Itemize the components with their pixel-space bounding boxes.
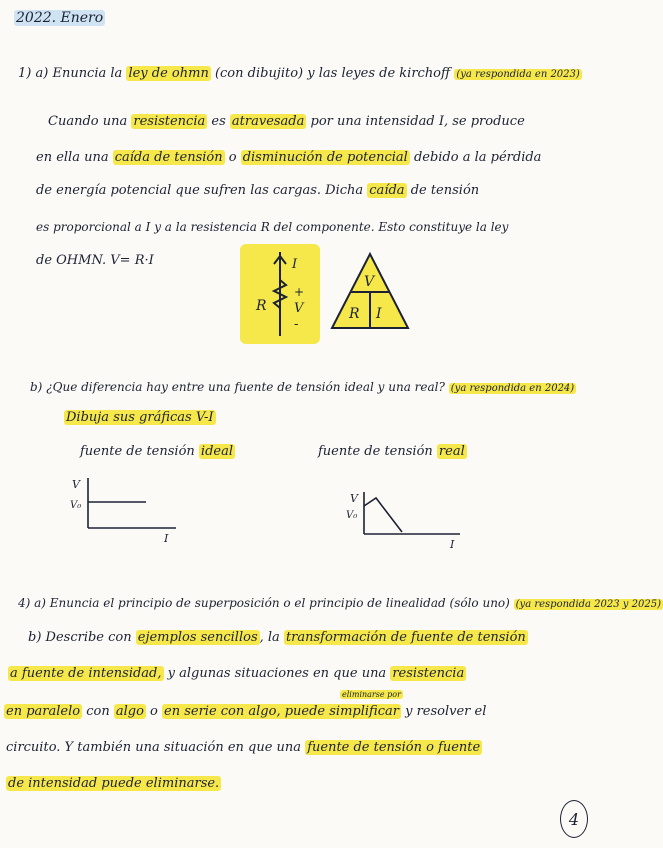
svg-text:I: I (164, 532, 169, 545)
q1a-text: Enuncia la (52, 66, 123, 81)
q1b-instruction: Dibuja sus gráficas V-I (66, 410, 214, 425)
q4a-question: 4) a) Enuncia el principio de superposición o el principio de linealidad (sólo uno) (ya respondida 2023 y 2025) (18, 596, 661, 610)
header-title: 2022. Enero (16, 10, 104, 26)
ohm-formula: V= R·I (110, 253, 154, 268)
q1-number: 1) (18, 66, 32, 81)
ideal-vi-graph (66, 474, 186, 544)
q1b-question: b) ¿Que diferencia hay entre una fuente de tensión ideal y una real? (ya respondida en 2024) (30, 380, 575, 394)
q4b-line-2: a fuente de intensidad, y algunas situaciones en que una resistencia (10, 666, 465, 681)
svg-text:V₀: V₀ (70, 500, 82, 511)
q1a-statement (18, 66, 582, 81)
q1a-label: a) (35, 66, 49, 81)
q1a-text2: (con dibujito) y las leyes de kirchoff (214, 66, 451, 81)
svg-text:I: I (450, 538, 455, 551)
real-source-label: fuente de tensión real (318, 444, 465, 459)
svg-text:V: V (350, 492, 358, 505)
q1a-note: (ya respondida en 2023) (456, 69, 580, 80)
real-line (364, 498, 402, 532)
q4b-line-4: circuito. Y también una situación en que una fuente de tensión o fuente (6, 740, 481, 755)
plus-sign: + (294, 285, 305, 299)
minus-sign: - (294, 317, 299, 332)
answer-line-4: es proporcional a I y a la resistencia R del componente. Esto constituye la ley (36, 220, 509, 234)
q4b-line-3: en paralelo con algo o en serie con algo, puede simplificar y resolver el (6, 704, 487, 719)
triangle-R: R (349, 306, 360, 322)
svg-text:V: V (72, 478, 80, 491)
resistance-label: R (256, 298, 267, 314)
triangle-V: V (364, 274, 375, 290)
ideal-source-label: fuente de tensión ideal (80, 444, 233, 459)
answer-line-5: de OHMN. V= R·I (36, 253, 154, 268)
ohm-law-diagram (236, 244, 412, 350)
svg-text:V₀: V₀ (346, 510, 358, 521)
q4b-line-5: de intensidad puede eliminarse. (8, 776, 220, 791)
answer-line-1: Cuando una resistencia es atravesada por una intensidad I, se produce (48, 114, 525, 129)
page-number: 4 (560, 800, 588, 838)
page-header (14, 10, 105, 26)
answer-line-2: en ella una caída de tensión o disminución de potencial debido a la pérdida (36, 150, 542, 165)
q1a-highlight: ley de ohmn (128, 66, 209, 81)
q4b-line-1: b) Describe con ejemplos sencillos , la transformación de fuente de tensión (28, 630, 526, 645)
current-label: I (292, 257, 298, 272)
q4b-note-small: eliminarse por (342, 690, 401, 699)
voltage-label: V (294, 301, 304, 316)
triangle-I: I (376, 306, 382, 322)
real-vi-graph (340, 488, 470, 550)
answer-line-3: de energía potencial que sufren las cargas. Dicha caída de tensión (36, 183, 480, 198)
